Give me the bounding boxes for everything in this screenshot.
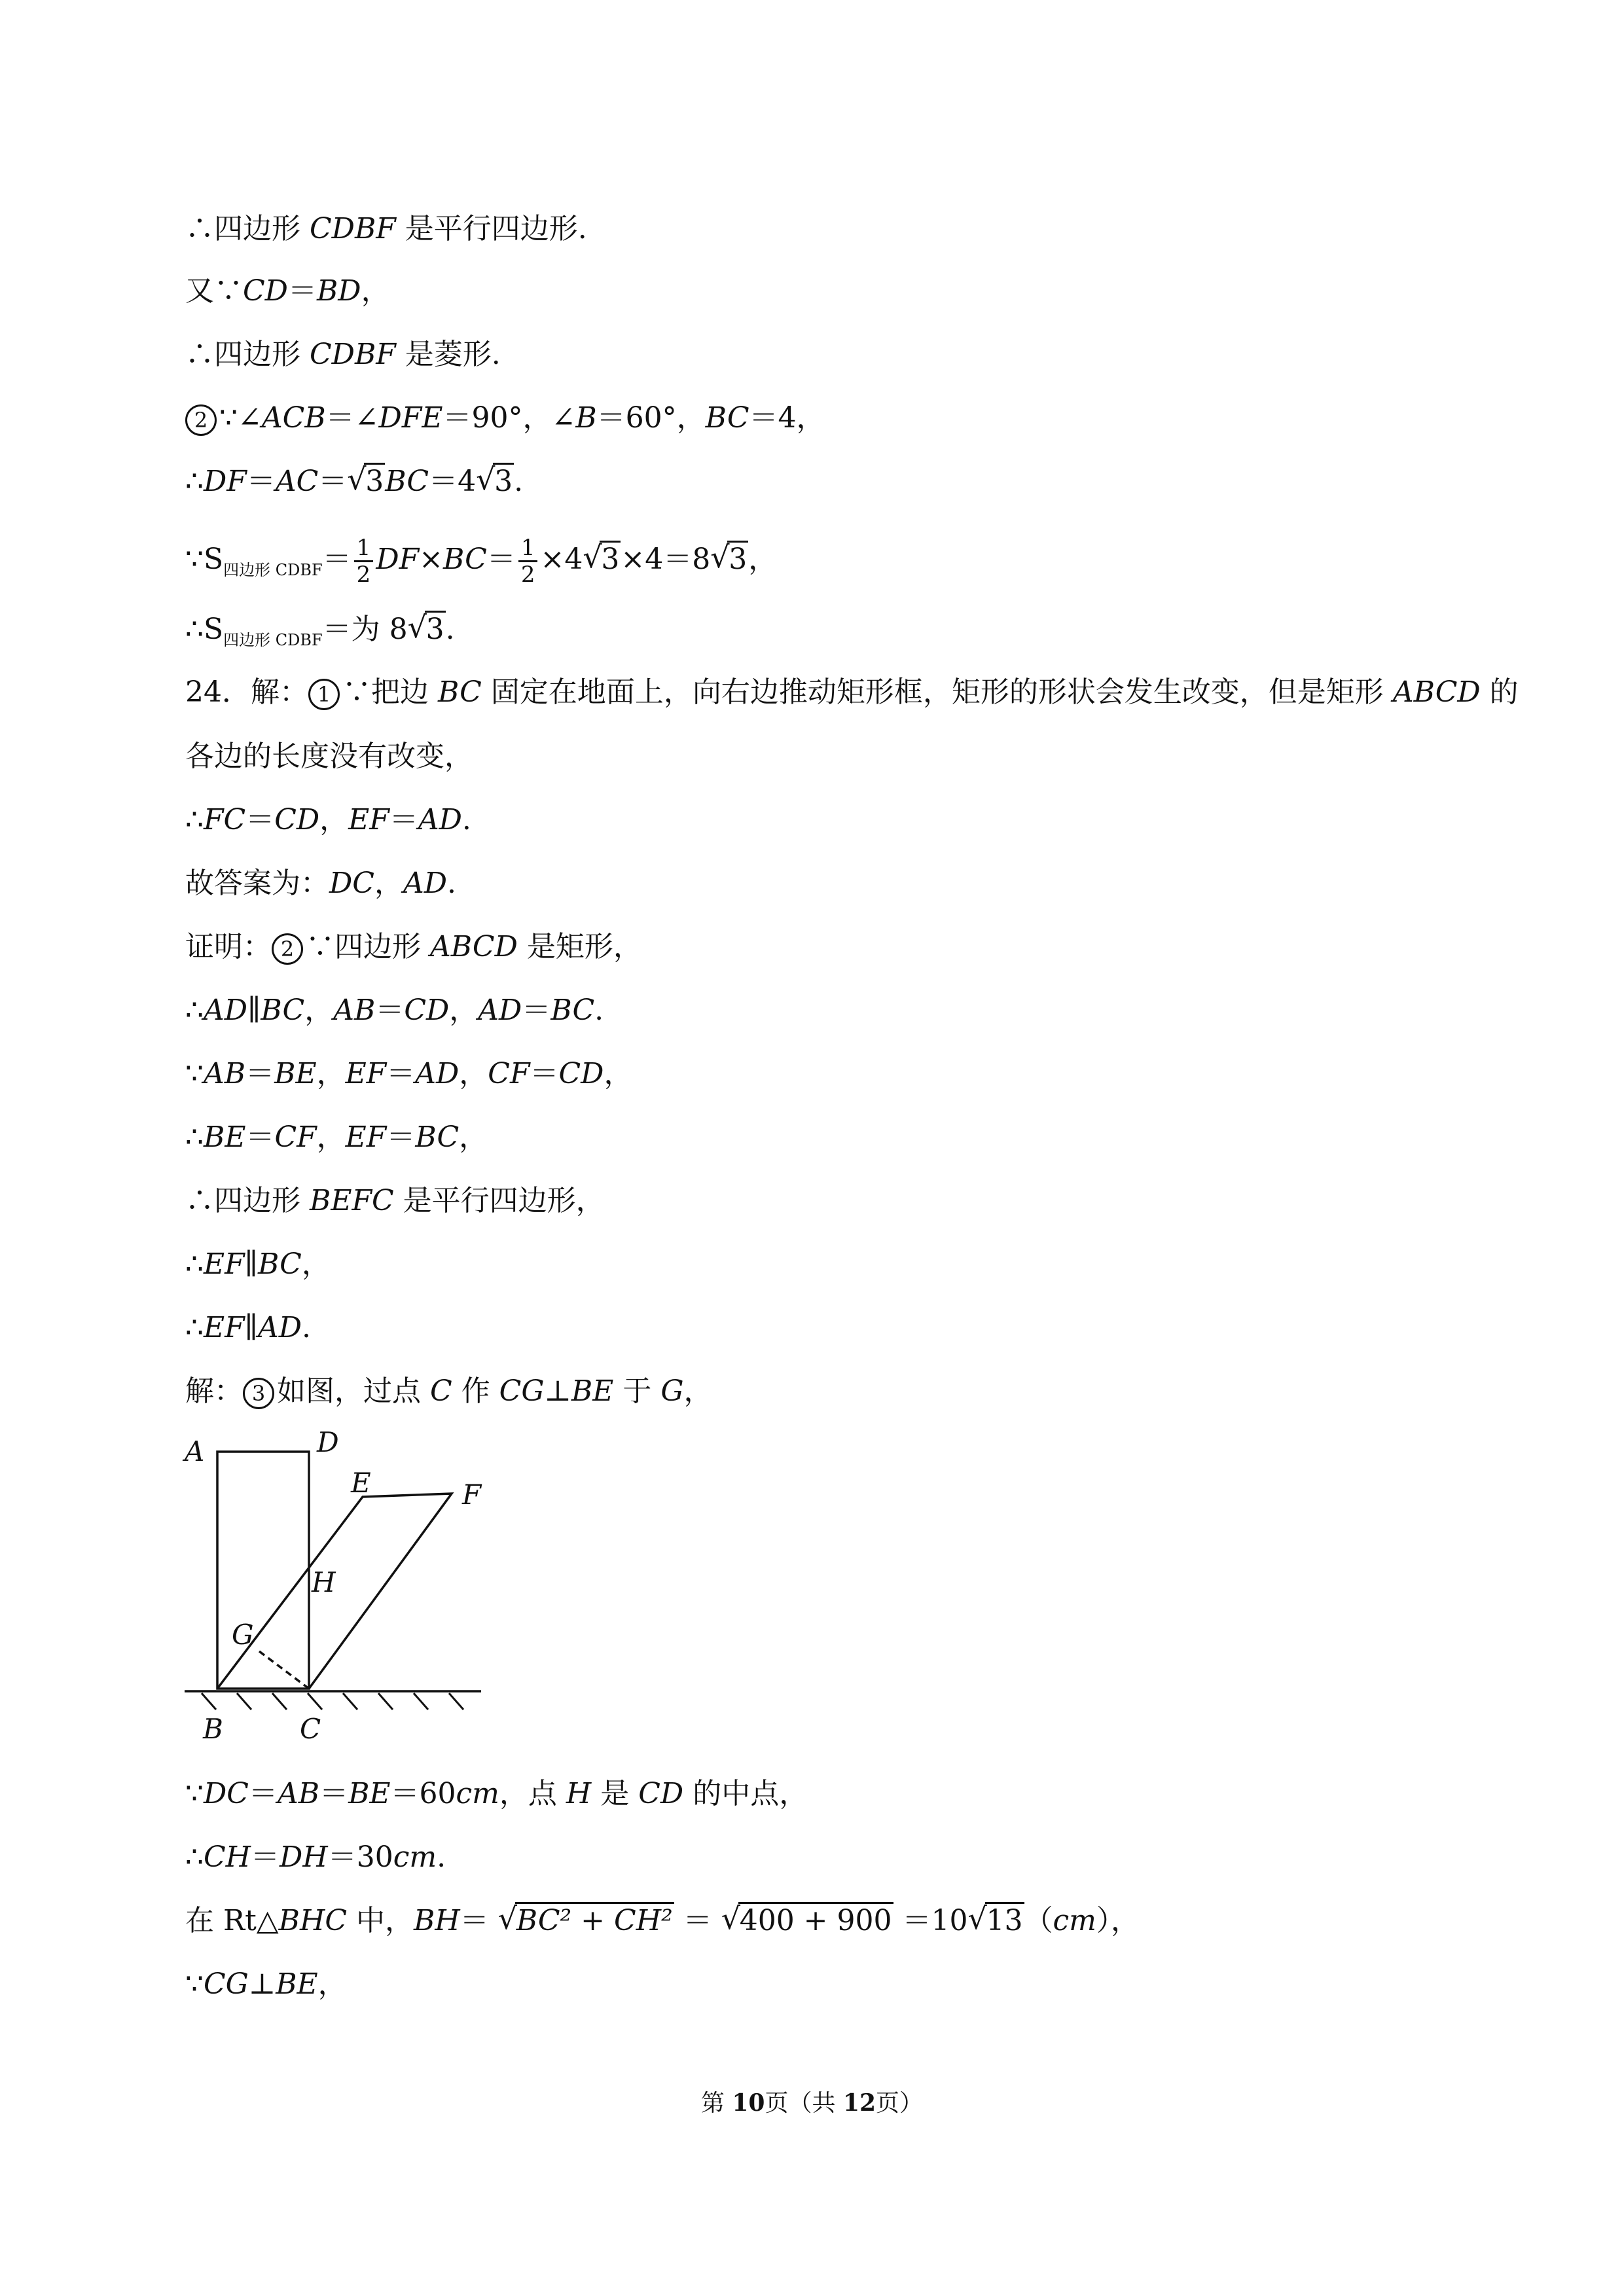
solution-line: ∴FC＝CD，EF＝AD. bbox=[185, 803, 471, 836]
point-label-h: H bbox=[312, 1566, 336, 1598]
solution-line: ∴四边形 BEFC 是平行四边形， bbox=[185, 1184, 605, 1217]
point-label-b: B bbox=[203, 1713, 223, 1745]
point-label-d: D bbox=[317, 1426, 339, 1458]
ground-hatching bbox=[202, 1693, 463, 1710]
circled-number: 2 bbox=[185, 404, 217, 436]
solution-line: ∴四边形 CDBF 是平行四边形. bbox=[185, 212, 587, 245]
point-label-c: C bbox=[300, 1713, 321, 1745]
solution-line: ∴AD∥BC，AB＝CD，AD＝BC. bbox=[185, 994, 604, 1027]
circled-number: 1 bbox=[308, 679, 340, 710]
solution-line: $\therefore S_{四边形 CDBF}=$为 8√ 3. bbox=[185, 610, 455, 653]
solution-line: 2 ∵∠ACB＝∠DFE＝90°，∠B＝60°，BC＝4， bbox=[185, 399, 825, 438]
solution-line: 各边的长度没有改变， bbox=[185, 740, 473, 773]
solution-line: ∴BE＝CF，EF＝BC， bbox=[185, 1121, 488, 1154]
sqrt-expression: √ 13 bbox=[968, 1901, 1024, 1941]
solution-line: ∵AB＝BE，EF＝AD，CF＝CD， bbox=[185, 1057, 633, 1090]
solution-line: 24．解： 1 ∵把边 BC 固定在地面上，向右边推动矩形框，矩形的形状会发生改变，但是矩形 ABCD 的 bbox=[185, 675, 1519, 709]
solution-line: 证明： 2 ∵四边形 ABCD 是矩形， bbox=[185, 930, 642, 963]
solution-line: ∵CG⊥BE， bbox=[185, 1967, 347, 2001]
solution-line: 又∵CD＝BD， bbox=[185, 274, 390, 308]
page-footer: 第 10页（共 12页） bbox=[700, 2089, 924, 2117]
fraction: $\frac{1}{2}$ bbox=[354, 535, 374, 587]
solution-line: ∴CH＝DH＝30cm. bbox=[185, 1840, 446, 1874]
solution-line: ∴EF∥BC， bbox=[185, 1247, 331, 1281]
sqrt-expression: √ 400 + 900 bbox=[721, 1901, 893, 1941]
point-label-e: E bbox=[351, 1467, 371, 1499]
sqrt-expression: √ 3 bbox=[476, 462, 514, 501]
solution-line: ∴DF＝AC＝√ 3BC＝4√ 3. bbox=[185, 462, 523, 501]
solution-line: ∴EF∥AD. bbox=[185, 1311, 312, 1344]
fraction: $\frac{1}{2}$ bbox=[518, 535, 538, 587]
page-number: 10 bbox=[732, 2089, 765, 2117]
sqrt-expression: √ BC² + CH² bbox=[498, 1901, 674, 1941]
page-total: 12 bbox=[842, 2089, 876, 2117]
solution-line: 故答案为：DC，AD. bbox=[185, 867, 457, 900]
sqrt-expression: √ 3 bbox=[408, 610, 446, 649]
circled-number: 3 bbox=[243, 1378, 274, 1409]
point-label-a: A bbox=[185, 1435, 205, 1467]
solution-line: 在 Rt△BHC 中，BH＝ √ BC² + CH² ＝ √ 400 + 900 ＝10√ 13（cm）， bbox=[185, 1901, 1140, 1941]
sqrt-expression: √ 3 bbox=[583, 540, 621, 579]
sqrt-expression: √ 3 bbox=[710, 540, 748, 579]
dashed-cg bbox=[257, 1649, 309, 1689]
point-label-g: G bbox=[232, 1619, 254, 1651]
point-label-f: F bbox=[462, 1479, 482, 1511]
solution-line: $\because S_{四边形 CDBF}=$ $\frac{1}{2}$ DF×BC＝ $\frac{1}{2}$ ×4√ 3×4＝8√ 3， bbox=[185, 535, 777, 587]
circled-number: 2 bbox=[272, 933, 303, 965]
sqrt-expression: √ 3 bbox=[347, 462, 385, 501]
solution-line: 解： 3 如图，过点 C 作 CG⊥BE 于 G， bbox=[185, 1374, 713, 1408]
solution-line: ∵DC＝AB＝BE＝60cm，点 H 是 CD 的中点， bbox=[185, 1777, 808, 1810]
solution-line: ∴四边形 CDBF 是菱形. bbox=[185, 338, 501, 371]
